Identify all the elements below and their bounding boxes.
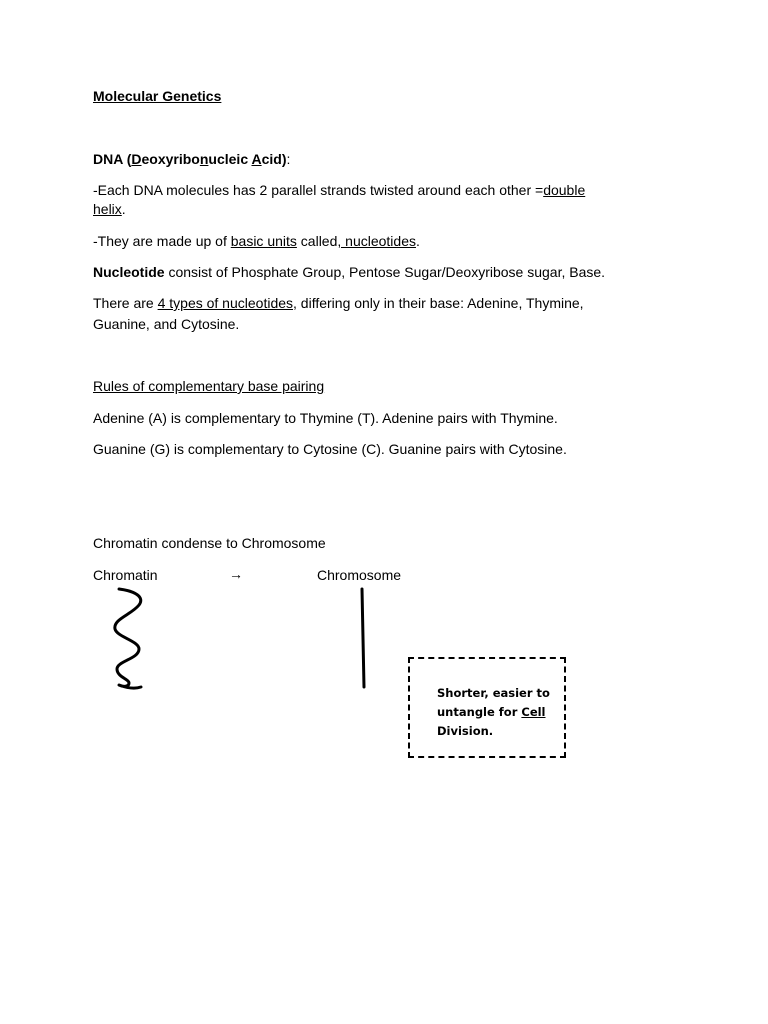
condense-line: Chromatin condense to Chromosome: [93, 535, 326, 551]
rule-1: Adenine (A) is complementary to Thymine (T). Adenine pairs with Thymine.: [93, 410, 558, 426]
types-line-cont: Guanine, and Cytosine.: [93, 316, 240, 332]
rule-2: Guanine (G) is complementary to Cytosine (C). Guanine pairs with Cytosine.: [93, 441, 567, 457]
chromatin-squiggle-drawing: [105, 585, 155, 695]
chromosome-line-drawing: [352, 585, 372, 695]
page-title: Molecular Genetics: [93, 88, 222, 104]
note-box: [408, 657, 566, 758]
chromatin-label: Chromatin: [93, 567, 158, 583]
note-text: Shorter, easier to untangle for Cell Division.: [437, 686, 550, 738]
chromosome-label: Chromosome: [317, 567, 402, 583]
nucleotide-line: Nucleotide consist of Phosphate Group, Pentose Sugar/Deoxyribose sugar, Base.: [93, 264, 606, 280]
rules-heading: Rules of complementary base pairing: [93, 378, 325, 394]
dna-line-1-cont: helix.: [93, 201, 126, 217]
dna-line-1: -Each DNA molecules has 2 parallel strands twisted around each other =double: [93, 182, 586, 198]
dna-line-2: -They are made up of basic units called, nucleotides.: [93, 233, 420, 249]
types-line: There are 4 types of nucleotides, differing only in their base: Adenine, Thymine,: [93, 295, 584, 311]
arrow-icon: →: [229, 566, 243, 582]
dna-heading: DNA (Deoxyribonucleic Acid):: [93, 151, 291, 167]
